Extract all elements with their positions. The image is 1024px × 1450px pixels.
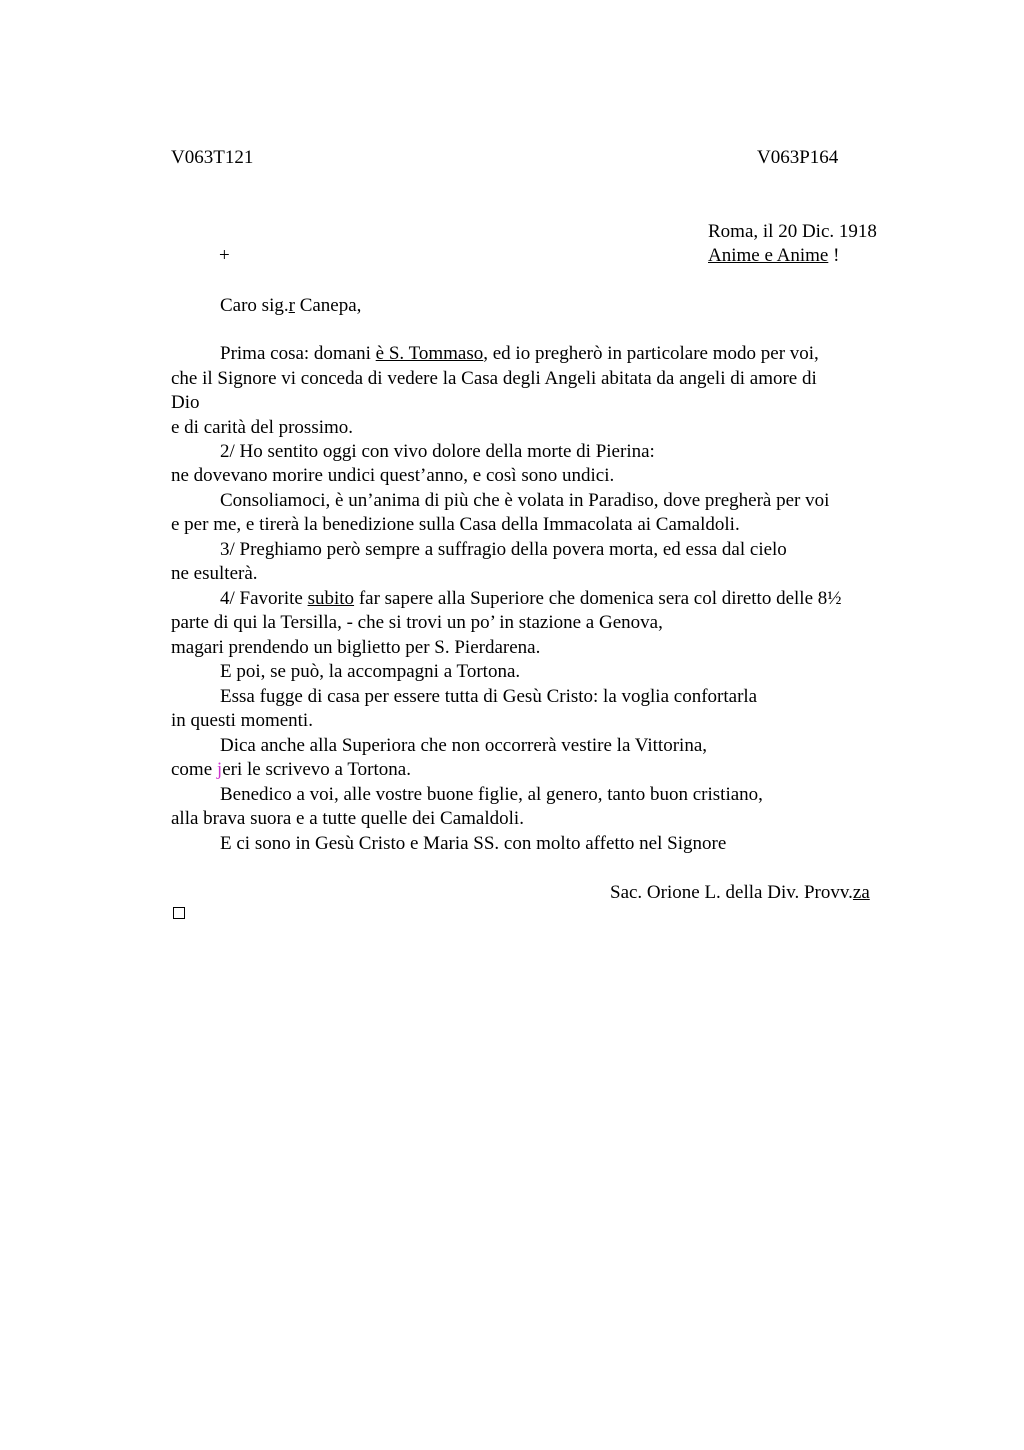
motto [708, 244, 839, 268]
paragraph-1-line-4: e di carità del prossimo. [171, 417, 354, 438]
paragraph-7-line-1: Essa fugge di casa per essere tutta di Gesù Cristo: la voglia confortarla [220, 686, 758, 707]
closing-line: E ci sono in Gesù Cristo e Maria SS. con molto affetto nel Signore [220, 833, 727, 854]
highlighted-letter: j [216, 759, 223, 780]
paragraph-4-line-2: ne esulterà. [171, 563, 258, 584]
salutation-prefix: Caro sig. [220, 295, 289, 316]
signature-text: Sac. Orione L. della Div. Provv. [610, 882, 853, 903]
text-run: eri le scrivevo a Tortona. [222, 759, 411, 780]
paragraph-2-line-1: 2/ Ho sentito oggi con vivo dolore della morte di Pierina: [220, 441, 655, 462]
paragraph-1-line-3: Dio [171, 392, 200, 413]
text-run: far sapere alla Superiore che domenica sera col diretto delle 8½ [354, 588, 842, 609]
paragraph-8-line-1: Dica anche alla Superiora che non occorrerà vestire la Vittorina, [220, 735, 708, 756]
salutation [220, 294, 361, 318]
paragraph-3-line-2: e per me, e tirerà la benedizione sulla Casa della Immacolata ai Camaldoli. [171, 514, 740, 535]
underlined-text: subito [307, 588, 355, 609]
paragraph-1-line-2: che il Signore vi conceda di vedere la Casa degli Angeli abitata da angeli di amore di [171, 368, 817, 389]
text-run: come [171, 759, 217, 780]
paragraph-8-line-2 [171, 758, 411, 782]
text-run: Prima cosa: domani [220, 343, 376, 364]
place-date: Roma, il 20 Dic. 1918 [708, 221, 877, 242]
paragraph-6-line-1: E poi, se può, la accompagni a Tortona. [220, 661, 521, 682]
text-run: , ed io pregherò in particolare modo per voi, [483, 343, 819, 364]
document-code-right: V063P164 [757, 147, 839, 168]
paragraph-9-line-1: Benedico a voi, alle vostre buone figlie, al genero, tanto buon cristiano, [220, 784, 763, 805]
document-code-left: V063T121 [171, 147, 254, 168]
paragraph-5-line-1 [220, 587, 842, 611]
paragraph-9-line-2: alla brava suora e a tutte quelle dei Camaldoli. [171, 808, 524, 829]
salutation-suffix: Canepa, [294, 295, 362, 316]
signature [610, 881, 870, 905]
paragraph-2-line-2: ne dovevano morire undici quest’anno, e così sono undici. [171, 465, 615, 486]
checkbox-icon [173, 907, 185, 919]
signature-abbrev: za [852, 882, 870, 903]
paragraph-1-line-1 [220, 342, 819, 366]
paragraph-5-line-3: magari prendendo un biglietto per S. Pierdarena. [171, 637, 541, 658]
salutation-abbrev: r [288, 295, 295, 316]
paragraph-7-line-2: in questi momenti. [171, 710, 313, 731]
paragraph-4-line-1: 3/ Preghiamo però sempre a suffragio della povera morta, ed essa dal cielo [220, 539, 787, 560]
paragraph-5-line-2: parte di qui la Tersilla, - che si trovi un po’ in stazione a Genova, [171, 612, 663, 633]
motto-suffix: ! [828, 245, 840, 266]
text-run: 4/ Favorite [220, 588, 308, 609]
motto-text: Anime e Anime [708, 245, 829, 266]
cross-mark: + [219, 245, 230, 266]
underlined-text: è S. Tommaso [375, 343, 484, 364]
paragraph-3-line-1: Consoliamoci, è un’anima di più che è volata in Paradiso, dove pregherà per voi [220, 490, 830, 511]
